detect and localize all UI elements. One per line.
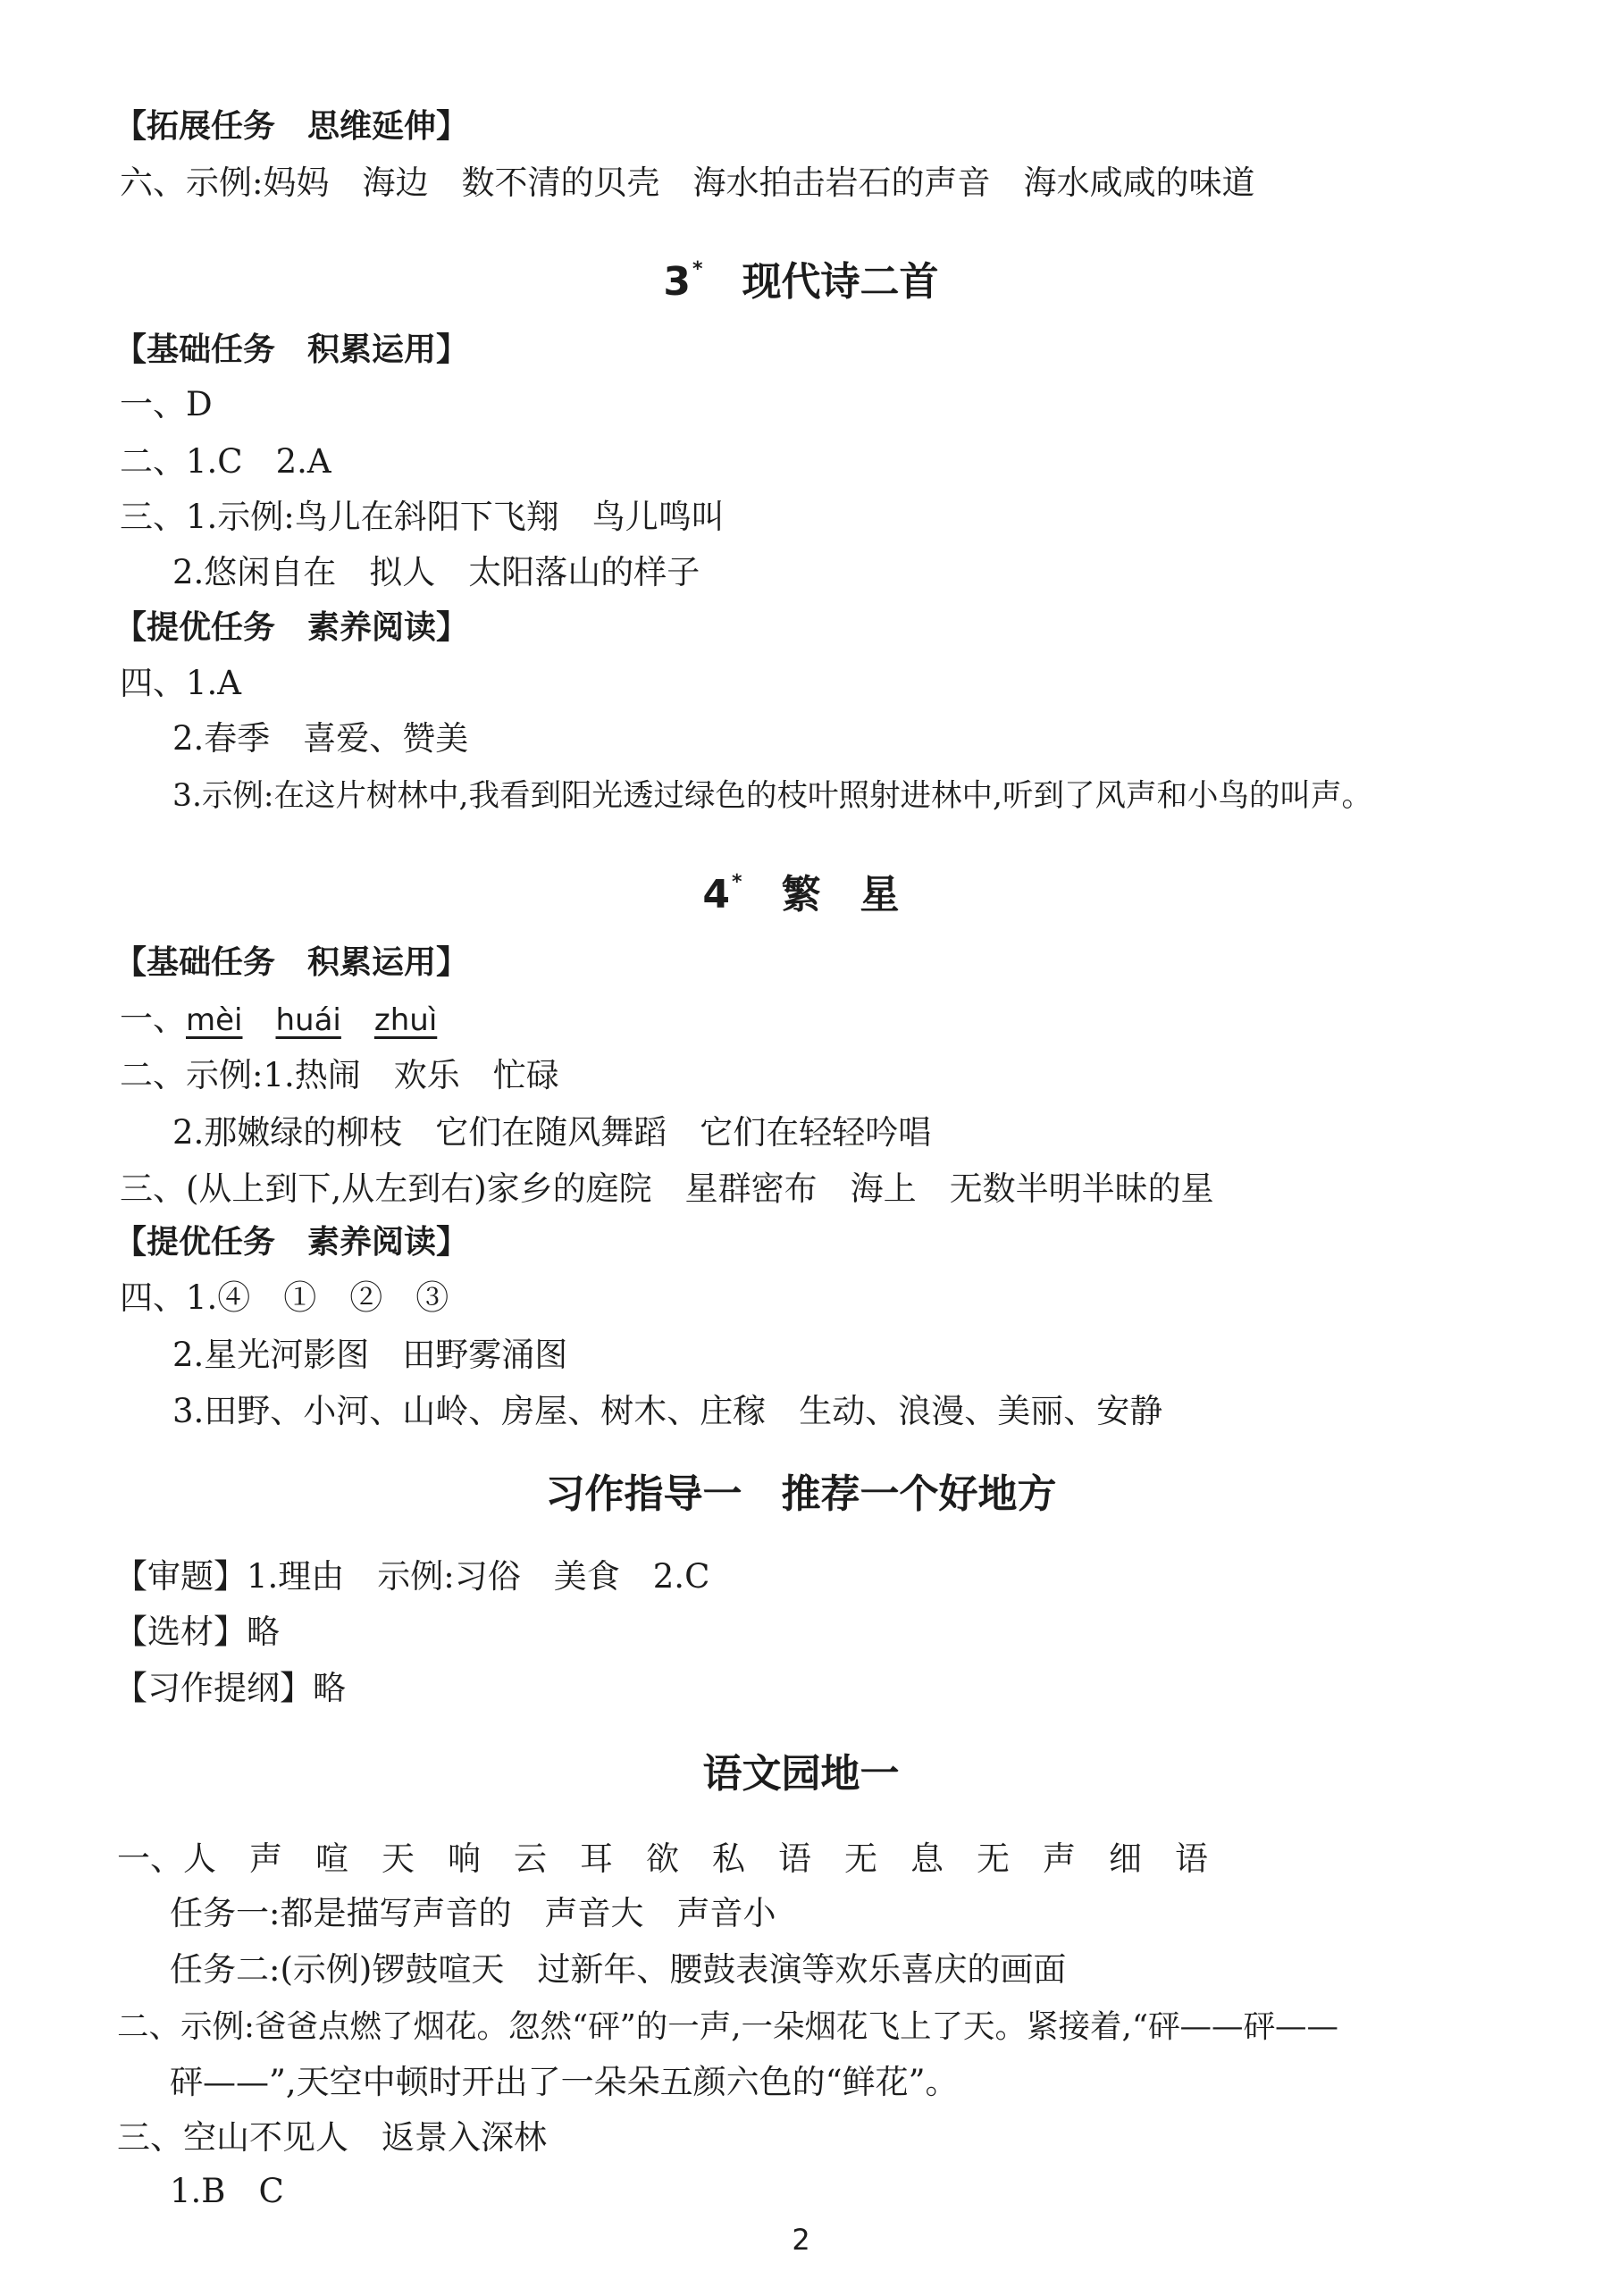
lesson-number: 4 [702, 872, 731, 918]
answer-line: 3.田野、小河、山岭、房屋、树木、庄稼 生动、浪漫、美丽、安静 [172, 1392, 1163, 1430]
answer-line: 三、1.示例:鸟儿在斜阳下飞翔 鸟儿鸣叫 [120, 498, 725, 536]
answer-line: 四、1.A [120, 664, 242, 702]
answer-line: 四、1.④ ① ② ③ [120, 1278, 449, 1317]
star-mark: * [732, 871, 742, 893]
section-heading-basic: 【基础任务 积累运用】 [114, 944, 469, 981]
answer-line: 三、(从上到下,从左到右)家乡的庭院 星群密布 海上 无数半明半昧的星 [120, 1169, 1214, 1208]
star-mark: * [692, 258, 703, 281]
section-heading-advanced: 【提优任务 素养阅读】 [114, 609, 469, 646]
answer-line: 任务二:(示例)锣鼓喧天 过新年、腰鼓表演等欢乐喜庆的画面 [170, 1950, 1067, 1989]
answer-line: 六、示例:妈妈 海边 数不清的贝壳 海水拍击岩石的声音 海水咸咸的味道 [120, 163, 1255, 202]
writing-guide-title: 习作指导一 推荐一个好地方 [545, 1471, 1057, 1517]
answer-line: 一、人 声 喧 天 响 云 耳 欲 私 语 无 息 无 声 细 语 [117, 1839, 1208, 1878]
answer-line: 二、示例:爸爸点燃了烟花。忽然“砰”的一声,一朵烟花飞上了天。紧接着,“砰——砰—— [117, 2008, 1338, 2045]
answer-line: 【审题】1.理由 示例:习俗 美食 2.C [114, 1557, 710, 1596]
lesson-number: 3 [663, 259, 692, 305]
garden-title: 语文园地一 [702, 1751, 900, 1797]
answer-line: 二、1.C 2.A [120, 442, 331, 481]
answer-line-pinyin [120, 998, 437, 1042]
lesson-3-title [0, 243, 1602, 309]
pinyin-answer: huái [275, 1002, 341, 1038]
pinyin-answer: zhuì [373, 1002, 438, 1038]
answer-line: 2.春季 喜爱、赞美 [172, 719, 469, 758]
answer-line: 砰——”,天空中顿时开出了一朵朵五颜六色的“鲜花”。 [170, 2063, 959, 2101]
answer-line: 【习作提纲】略 [114, 1669, 346, 1707]
answer-line: 【选材】略 [114, 1613, 280, 1651]
answer-line: 任务一:都是描写声音的 声音大 声音小 [170, 1894, 776, 1932]
answer-line: 二、示例:1.热闹 欢乐 忙碌 [120, 1056, 559, 1094]
lesson-name: 繁 星 [781, 872, 900, 918]
item-prefix: 一、 [120, 1000, 186, 1038]
answer-line: 3.示例:在这片树林中,我看到阳光透过绿色的枝叶照射进林中,听到了风声和小鸟的叫声。 [172, 778, 1372, 814]
answer-line: 三、空山不见人 返景入深林 [117, 2118, 547, 2157]
page-number: 2 [792, 2223, 810, 2257]
pinyin-answer: mèi [186, 1002, 243, 1038]
section-heading-extension: 【拓展任务 思维延伸】 [114, 108, 469, 145]
lesson-name: 现代诗二首 [742, 259, 939, 305]
answer-line: 1.B C [170, 2172, 284, 2210]
answer-line: 2.星光河影图 田野雾涌图 [172, 1336, 568, 1374]
section-heading-basic: 【基础任务 积累运用】 [114, 331, 469, 368]
answer-line: 2.那嫩绿的柳枝 它们在随风舞蹈 它们在轻轻吟唱 [172, 1113, 932, 1152]
answer-line: 2.悠闲自在 拟人 太阳落山的样子 [172, 553, 700, 591]
answer-line: 一、D [120, 385, 213, 423]
section-heading-advanced: 【提优任务 素养阅读】 [114, 1224, 469, 1261]
lesson-4-title [0, 856, 1602, 922]
